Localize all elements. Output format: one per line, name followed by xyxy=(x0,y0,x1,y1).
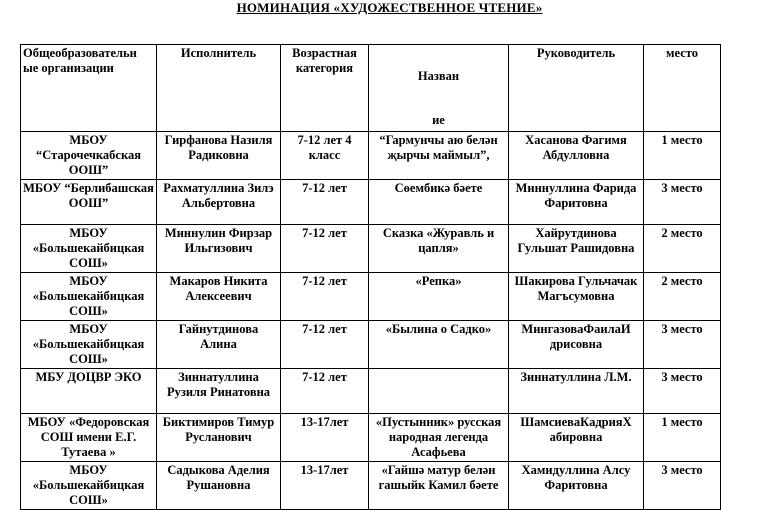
cell-work: «Былина о Садко» xyxy=(369,321,509,369)
header-title-part1: Назван xyxy=(417,69,460,83)
cell-organization: МБОУ “Старочечкабская ООШ” xyxy=(21,132,157,180)
cell-manager: ШамсиеваКадрияХ абировна xyxy=(509,414,644,462)
cell-performer: Гайнутдинова Алина xyxy=(157,321,281,369)
cell-performer: Гирфанова Назиля Радиковна xyxy=(157,132,281,180)
page-title: НОМИНАЦИЯ «ХУДОЖЕСТВЕННОЕ ЧТЕНИЕ» xyxy=(236,0,543,15)
cell-performer: Макаров Никита Алексеевич xyxy=(157,273,281,321)
cell-place: 2 место xyxy=(644,273,721,321)
header-organization: Общеобразовательн ые организации xyxy=(21,45,157,132)
table-row xyxy=(21,321,721,369)
cell-age: 7-12 лет xyxy=(281,273,369,321)
cell-performer: Рахматуллина Зилэ Альбертовна xyxy=(157,180,281,225)
cell-manager: Миннуллина Фарида Фаритовна xyxy=(509,180,644,225)
cell-work: «Гайшә матур белән гашыйк Камил бәете xyxy=(369,462,509,510)
cell-place: 3 место xyxy=(644,462,721,510)
cell-manager: Хайрутдинова Гульшат Рашидовна xyxy=(509,225,644,273)
header-age-category: Возрастная категория xyxy=(281,45,369,132)
table-row xyxy=(21,225,721,273)
table-row xyxy=(21,180,721,225)
header-manager: Руководитель xyxy=(509,45,644,132)
cell-performer: Биктимиров Тимур Русланович xyxy=(157,414,281,462)
cell-place: 3 место xyxy=(644,321,721,369)
cell-performer: Миннулин Фирзар Ильгизович xyxy=(157,225,281,273)
cell-age: 7-12 лет xyxy=(281,321,369,369)
cell-performer: Зиннатуллина Рузиля Ринатовна xyxy=(157,369,281,414)
cell-age: 7-12 лет xyxy=(281,225,369,273)
cell-work: Сказка «Журавль и цапля» xyxy=(369,225,509,273)
cell-organization: МБОУ «Федоровская СОШ имени Е.Г. Тутаева » xyxy=(21,414,157,462)
cell-performer: Садыкова Аделия Рушановна xyxy=(157,462,281,510)
cell-age: 13-17лет xyxy=(281,414,369,462)
cell-manager: Шакирова Гульчачак Магъсумовна xyxy=(509,273,644,321)
table-row xyxy=(21,369,721,414)
cell-age: 13-17лет xyxy=(281,462,369,510)
header-place: место xyxy=(644,45,721,132)
header-title-part2: ие xyxy=(432,113,445,127)
cell-place: 1 место xyxy=(644,414,721,462)
cell-place: 3 место xyxy=(644,180,721,225)
cell-age: 7-12 лет 4 класс xyxy=(281,132,369,180)
cell-work xyxy=(369,369,509,414)
table-row xyxy=(21,132,721,180)
cell-organization: МБОУ «Большекайбицкая СОШ» xyxy=(21,462,157,510)
cell-organization: МБОУ «Большекайбицкая СОШ» xyxy=(21,321,157,369)
results-table xyxy=(20,44,721,510)
cell-organization: МБУ ДОЦВР ЭКО xyxy=(21,369,157,414)
cell-work: «Пустынник» русская народная легенда Асафьева xyxy=(369,414,509,462)
cell-age: 7-12 лет xyxy=(281,369,369,414)
header-performer: Исполнитель xyxy=(157,45,281,132)
table-row xyxy=(21,414,721,462)
cell-manager: Зиннатуллина Л.М. xyxy=(509,369,644,414)
table-row xyxy=(21,273,721,321)
cell-organization: МБОУ «Большекайбицкая СОШ» xyxy=(21,225,157,273)
cell-manager: Хасанова Фагимя Абдулловна xyxy=(509,132,644,180)
cell-organization: МБОУ «Большекайбицкая СОШ» xyxy=(21,273,157,321)
table-row xyxy=(21,462,721,510)
cell-work: «Репка» xyxy=(369,273,509,321)
cell-manager: МингазоваФаилаИ дрисовна xyxy=(509,321,644,369)
cell-work: Сөембикә бәете xyxy=(369,180,509,225)
cell-age: 7-12 лет xyxy=(281,180,369,225)
cell-organization: МБОУ “Берлибашская ООШ” xyxy=(21,180,157,225)
cell-work: “Гармунчы аю белән җырчы маймыл”, xyxy=(369,132,509,180)
table-header-row xyxy=(21,45,721,132)
cell-place: 2 место xyxy=(644,225,721,273)
cell-place: 3 место xyxy=(644,369,721,414)
header-title xyxy=(369,45,509,132)
cell-manager: Хамидуллина Алсу Фаритовна xyxy=(509,462,644,510)
cell-place: 1 место xyxy=(644,132,721,180)
